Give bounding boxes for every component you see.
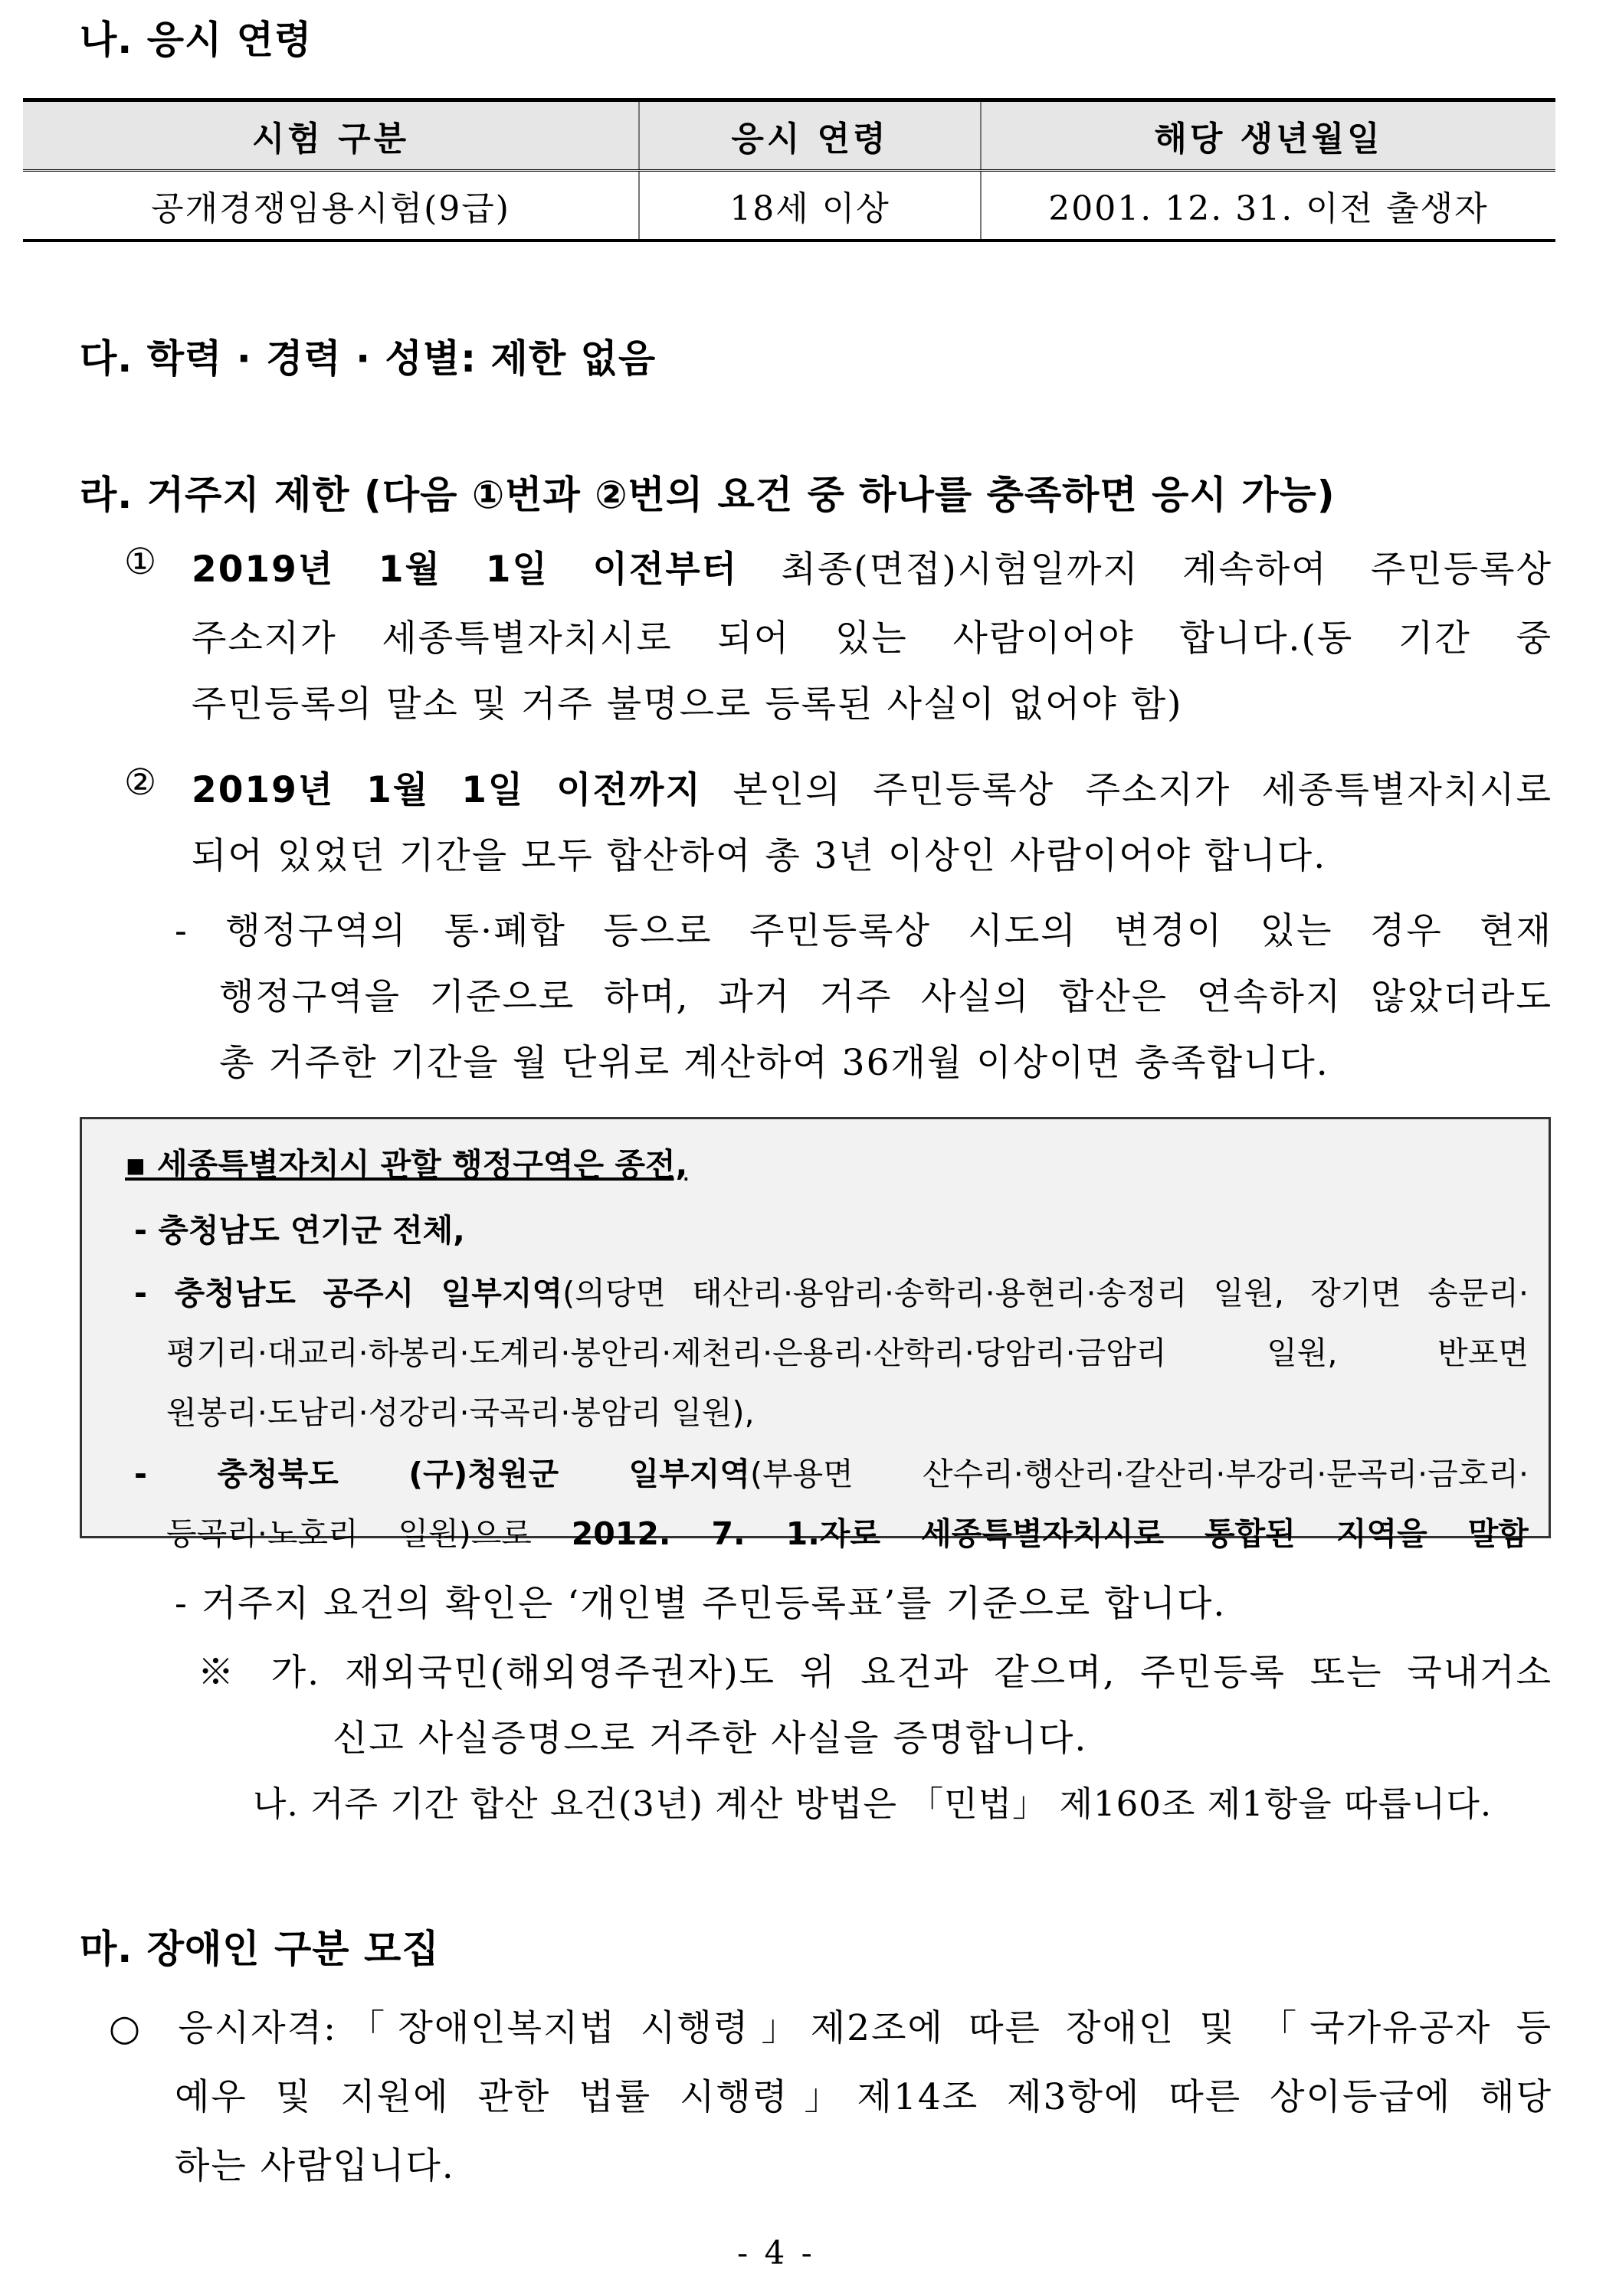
item2-sub-line2: 행정구역을 기준으로 하며, 과거 거주 사실의 합산은 연속하지 않았더라도: [219, 976, 1552, 1018]
table-header: 해당 생년월일: [981, 100, 1555, 171]
heading-disabled: 마. 장애인 구분 모집: [80, 1927, 440, 1971]
box-line6-normal: 등곡리·노호리 일원)으로: [166, 1515, 532, 1552]
item2-bold: 2019년 1월 1일 이전까지: [192, 769, 702, 811]
item1-line2: 주소지가 세종특별자치시로 되어 있는 사람이어야 합니다.(동 기간 중: [192, 617, 1552, 660]
table-header-row: [23, 100, 1555, 171]
box-line1: [134, 1205, 465, 1250]
box-line2: [134, 1268, 1529, 1313]
box-line1-text: - 충청남도 연기군 전체,: [134, 1212, 465, 1249]
disabled-line3: 하는 사람입니다.: [175, 2145, 455, 2187]
item1-line3: 주민등록의 말소 및 거주 불명으로 등록된 사실이 없어야 함): [192, 683, 1183, 725]
item2-marker: ②: [124, 762, 159, 804]
box-line5-bold: - 충청북도 (구)청원군 일부지역: [134, 1456, 750, 1492]
item1-bold: 2019년 1월 1일 이전부터: [192, 549, 739, 591]
note-line2: 신고 사실증명으로 거주한 사실을 증명합니다.: [333, 1718, 1088, 1760]
note-line3: 나. 거주 기간 합산 요건(3년) 계산 방법은 「민법」 제160조 제1항을 따릅니다.: [253, 1783, 1493, 1824]
box-title: ▪ 세종특별자치시 관할 행정구역은 종전,: [125, 1146, 688, 1183]
box-line4: 원봉리·도남리·성강리·국곡리·봉암리 일원),: [166, 1394, 755, 1431]
disabled-line1: ○ 응시자격:「장애인복지법 시행령」제2조에 따른 장애인 및 「국가유공자 등: [109, 2007, 1552, 2049]
residence-check-line: - 거주지 요건의 확인은 ‘개인별 주민등록표’를 기준으로 합니다.: [175, 1583, 1227, 1625]
table-cell: 18세 이상: [639, 171, 981, 241]
table-cell: 공개경쟁임용시험(9급): [23, 171, 639, 241]
box-line2-bold: - 충청남도 공주시 일부지역: [134, 1275, 563, 1312]
item2-line2: 되어 있었던 기간을 모두 합산하여 총 3년 이상인 사람이어야 합니다.: [192, 835, 1327, 877]
item2-line1: [192, 762, 1552, 813]
box-line3: 평기리·대교리·하봉리·도계리·봉안리·제천리·은용리·산학리·당암리·금암리 일원, 반포면: [166, 1335, 1529, 1371]
box-line5-rest: (부용면 산수리·행산리·갈산리·부강리·문곡리·금호리·: [749, 1456, 1529, 1492]
page-number: - 4 -: [737, 2234, 815, 2271]
box-line6-bold: 2012. 7. 1.자로 세종특별자치시로 통합된 지역을 말함: [571, 1515, 1529, 1552]
note-line1: ※ 가. 재외국민(해외영주권자)도 위 요건과 같으며, 주민등록 또는 국내거소: [198, 1652, 1552, 1694]
item2-sub-line1: - 행정구역의 통·폐합 등으로 주민등록상 시도의 변경이 있는 경우 현재: [175, 910, 1552, 952]
table-header: 응시 연령: [639, 100, 981, 171]
item2-sub-line3: 총 거주한 기간을 월 단위로 계산하여 36개월 이상이면 충족합니다.: [219, 1042, 1329, 1084]
item1-marker: ①: [124, 541, 159, 583]
table-row: [23, 171, 1555, 241]
box-line5: [134, 1449, 1529, 1494]
heading-age: 나. 응시 연령: [80, 18, 313, 62]
item1-line1: [192, 541, 1552, 592]
table-cell: 2001. 12. 31. 이전 출생자: [981, 171, 1555, 241]
sejong-area-note-box: [80, 1117, 1551, 1552]
age-table: [23, 98, 1555, 242]
disabled-line2: 예우 및 지원에 관한 법률 시행령」제14조 제3항에 따른 상이등급에 해당: [175, 2076, 1552, 2118]
box-line6: [166, 1508, 1529, 1554]
item2-line1-rest: 본인의 주민등록상 주소지가 세종특별자치시로: [733, 769, 1552, 811]
item1-line1-rest: 최종(면접)시험일까지 계속하여 주민등록상: [781, 549, 1552, 591]
heading-residence: 라. 거주지 제한 (다음 ①번과 ②번의 요건 중 하나를 충족하면 응시 가능): [80, 473, 1336, 517]
table-header: 시험 구분: [23, 100, 639, 171]
box-line2-rest: (의당면 태산리·용암리·송학리·용현리·송정리 일원, 장기면 송문리·: [562, 1275, 1529, 1312]
heading-education: 다. 학력 · 경력 · 성별: 제한 없음: [80, 336, 657, 381]
